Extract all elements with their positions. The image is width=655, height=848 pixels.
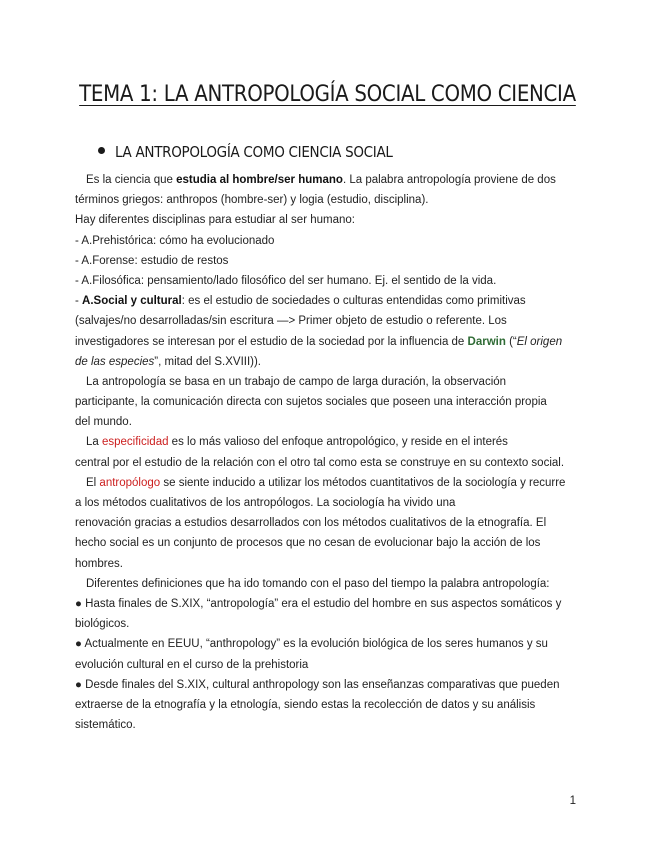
paragraph-line (75, 170, 585, 190)
highlight-darwin: Darwin (467, 335, 506, 348)
text-run: La (86, 436, 102, 449)
paragraph-line: central por el estudio de la relación con el otro tal como esta se construye en su contexto social. (75, 456, 565, 469)
paragraph-line: La antropología se basa en un trabajo de campo de larga duración, la observación (86, 375, 507, 388)
bullet-item: ● Hasta finales de S.XIX, “antropología” era el estudio del hombre en sus aspectos somáticos y (75, 597, 562, 610)
text-run: investigadores se interesan por el estudio de la sociedad por la influencia de (75, 335, 468, 348)
bullet-item: ● Desde finales del S.XIX, cultural anthropology son las enseñanzas comparativas que pueden (75, 678, 560, 691)
bullet-dot-icon (98, 147, 105, 154)
paragraph-line: (salvajes/no desarrolladas/sin escritura —> Primer objeto de estudio o referente. Los (75, 315, 507, 328)
bold-text: A.Social y cultural (82, 295, 182, 308)
section-heading (98, 143, 393, 161)
text-run: Es la ciencia que (86, 174, 177, 186)
text-run: es lo más valioso del enfoque antropológico, y reside en el interés (168, 436, 508, 449)
paragraph-line: Diferentes definiciones que ha ido tomando con el paso del tiempo la palabra antropología: (86, 577, 550, 590)
section-heading-text: LA ANTROPOLOGÍA COMO CIENCIA SOCIAL (115, 143, 393, 161)
bullet-item: ● Actualmente en EEUU, “anthropology” es la evolución biológica de los seres humanos y su (75, 638, 548, 651)
text-run: se siente inducido a utilizar los métodos cuantitativos de la sociología y recurre (160, 476, 566, 489)
paragraph-line: extraerse de la etnografía y la etnología, siendo estas la recolección de datos y su análisis (75, 698, 536, 711)
list-item (75, 291, 585, 311)
paragraph-line: biológicos. (75, 618, 130, 631)
paragraph-line: Hay diferentes disciplinas para estudiar al ser humano: (75, 214, 355, 227)
text-run: . La palabra antropología proviene de dos (342, 174, 556, 186)
paragraph-line (75, 352, 585, 372)
list-item: - A.Forense: estudio de restos (75, 254, 229, 267)
list-item: - A.Filosófica: pensamiento/lado filosófico del ser humano. Ej. el sentido de la vida. (75, 274, 497, 287)
paragraph-line: renovación gracias a estudios desarrollados con los métodos cualitativos de la etnografía. El (75, 517, 547, 530)
paragraph-line: términos griegos: anthropos (hombre-ser) y logia (estudio, disciplina). (75, 194, 429, 207)
paragraph-line (75, 473, 585, 493)
paragraph-line (75, 432, 585, 452)
paragraph-line: del mundo. (75, 416, 132, 429)
italic-text: de las especies (75, 355, 155, 368)
highlight-red: antropólogo (99, 476, 161, 489)
italic-text: El origen (516, 335, 563, 348)
list-item: - A.Prehistórica: cómo ha evolucionado (75, 234, 275, 247)
paragraph-line (75, 332, 585, 352)
bold-text: estudia al hombre/ser humano (176, 174, 343, 186)
paragraph-line: hecho social es un conjunto de procesos que no cesan de evolucionar bajo la acción de los (75, 537, 541, 550)
page-title: TEMA 1: LA ANTROPOLOGÍA SOCIAL COMO CIENCIA (79, 82, 576, 107)
text-run: - (75, 295, 83, 308)
paragraph-line: a los métodos cualitativos de los antropólogos. La sociología ha vivido una (75, 497, 456, 509)
highlight-red: especificidad (102, 436, 169, 449)
paragraph-line: participante, la comunicación directa con sujetos sociales que poseen una interacción propia (75, 396, 547, 409)
body-text (75, 170, 585, 735)
page-number: 1 (569, 795, 576, 807)
text-run: (“ (505, 335, 517, 348)
text-run: ”, mitad del S.XVIII)). (154, 355, 262, 368)
paragraph-line: evolución cultural en el curso de la prehistoria (75, 658, 309, 671)
text-run: El (86, 476, 100, 489)
text-run: : es el estudio de sociedades o culturas entendidas como primitivas (181, 295, 526, 308)
paragraph-line: hombres. (75, 557, 123, 570)
paragraph-line: sistemático. (75, 719, 136, 732)
